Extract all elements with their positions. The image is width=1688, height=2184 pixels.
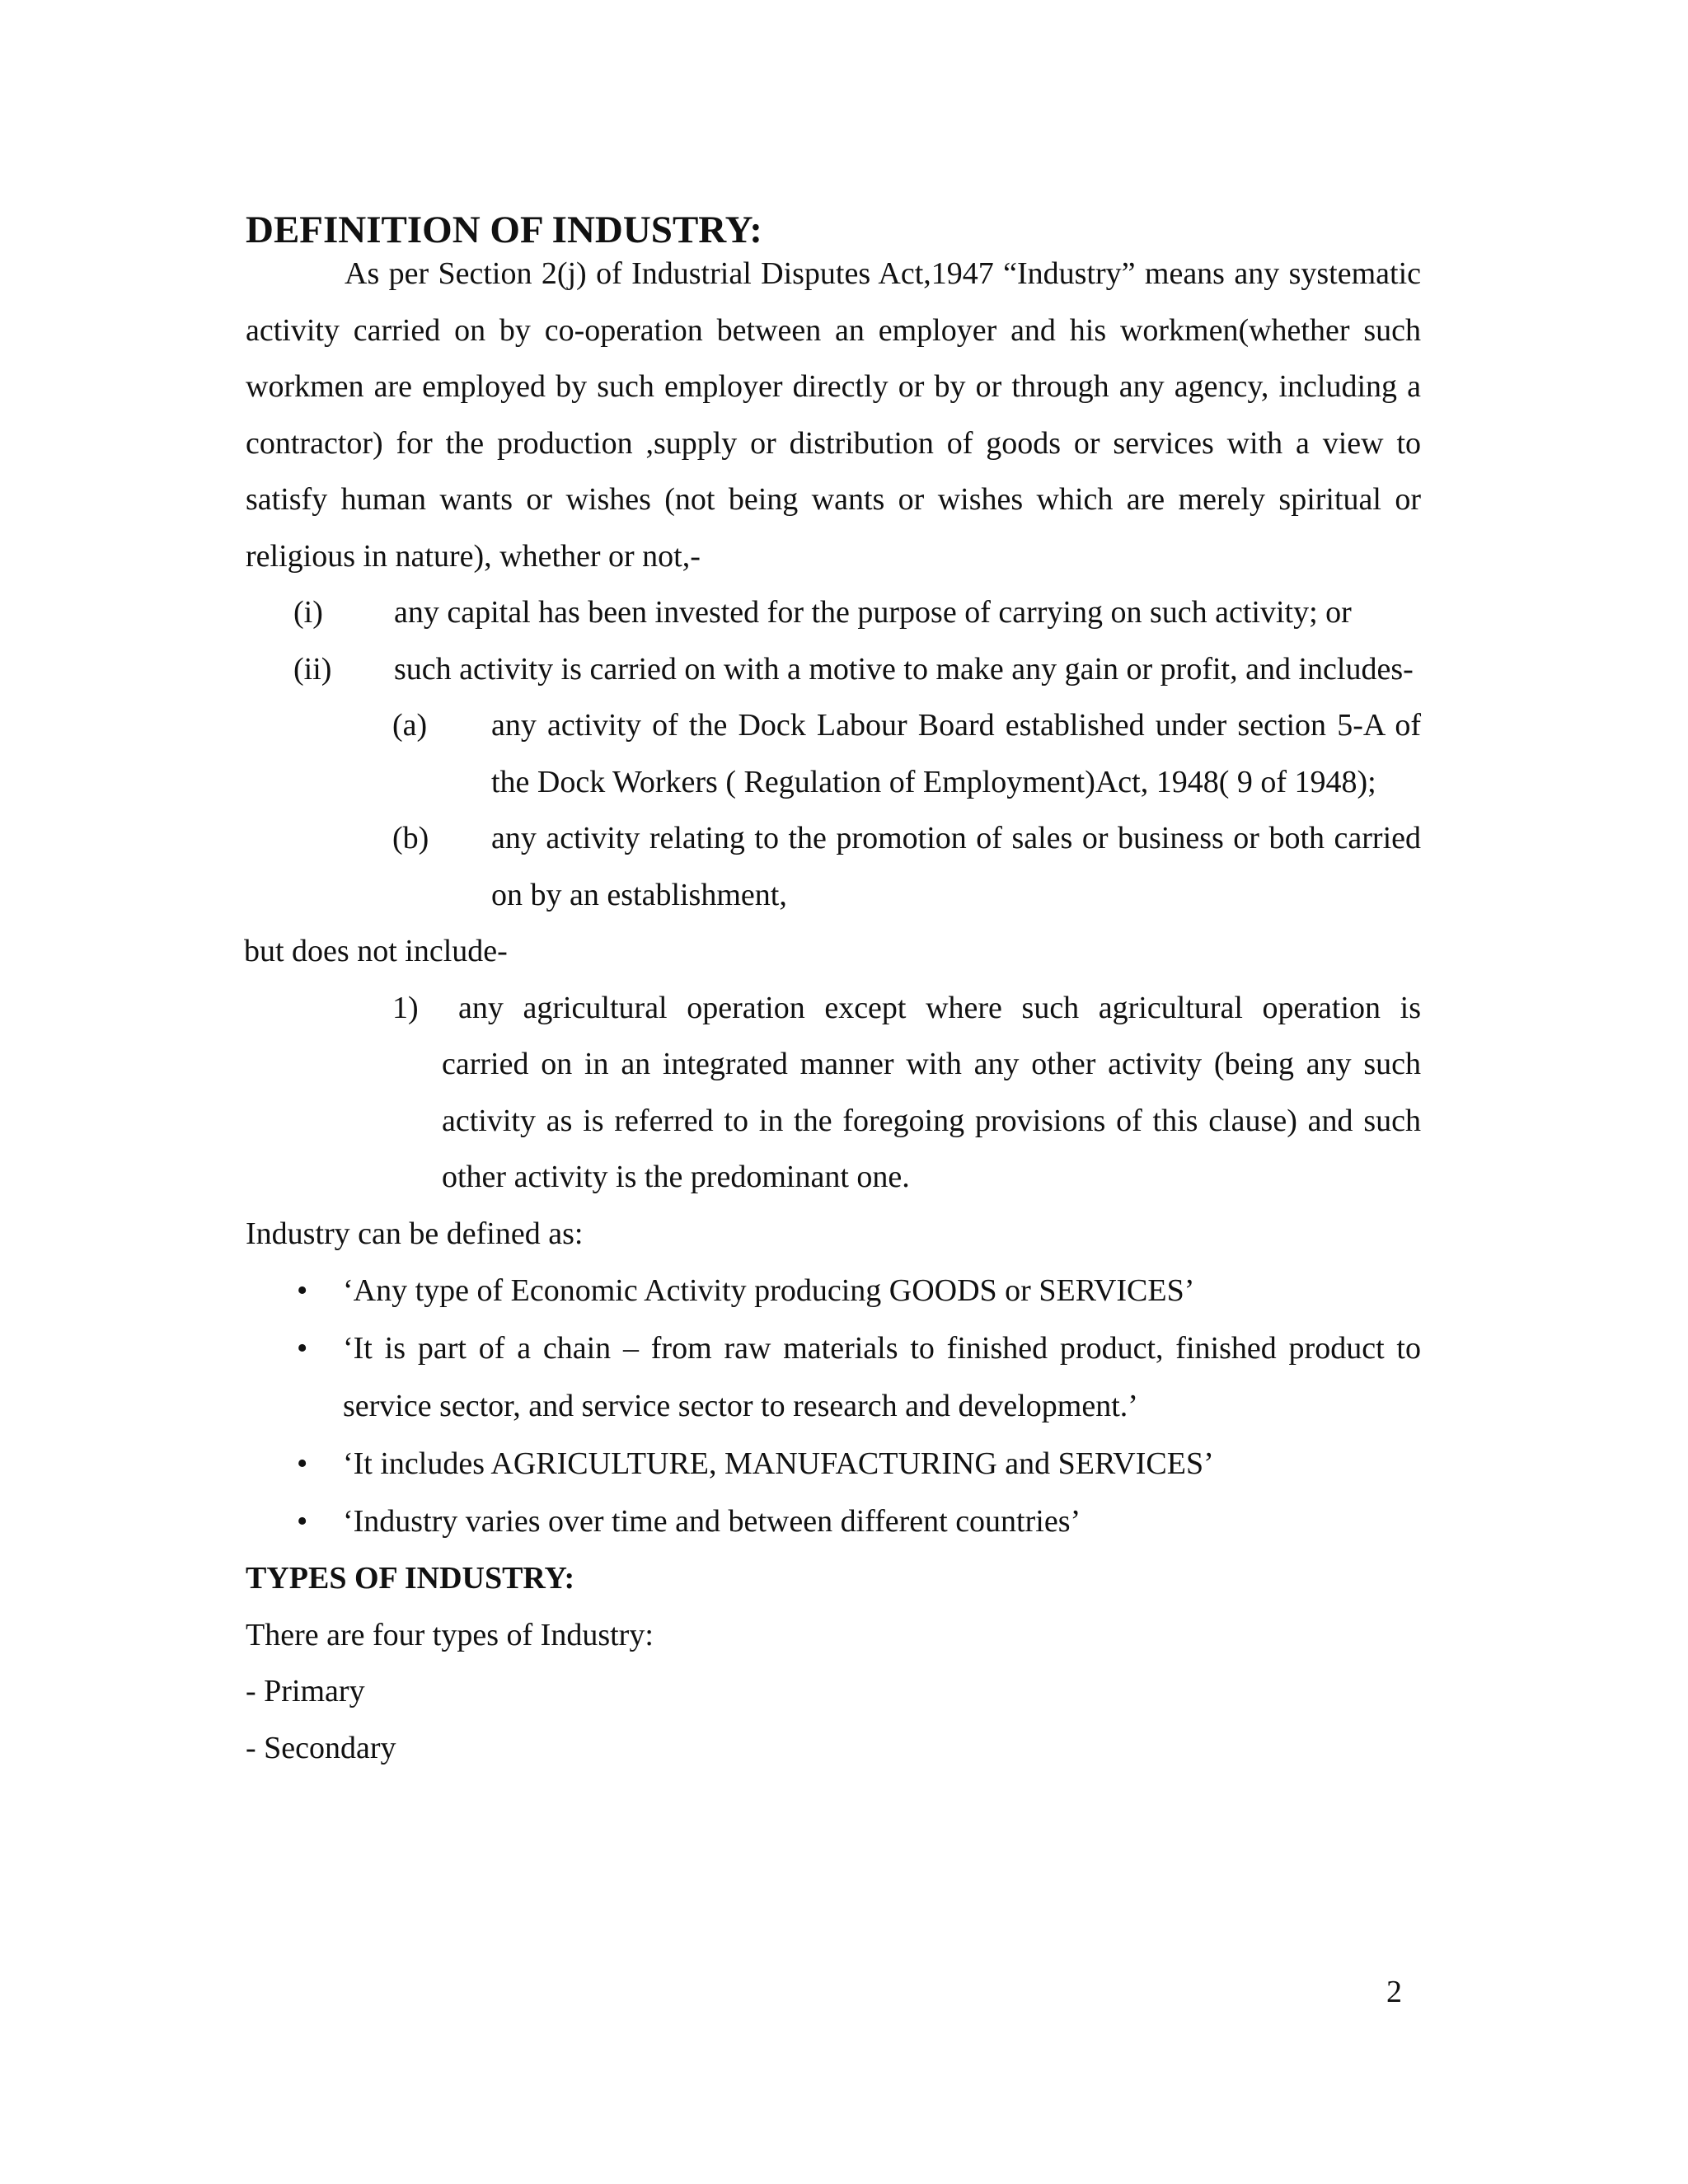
document-body	[246, 246, 1421, 1776]
includes-label: (b)	[392, 821, 429, 855]
includes-label: (a)	[392, 708, 428, 743]
condition-text: such activity is carried on with a motive to make any gain or profit, and includes-	[394, 651, 1414, 687]
exclusion-label: 1)	[392, 990, 419, 1025]
defined-as-intro: Industry can be defined as:	[246, 1216, 584, 1251]
exclusion-text	[442, 980, 1421, 1206]
bullet-item	[246, 1435, 1421, 1493]
includes-item-b	[246, 810, 1421, 923]
types-intro: There are four types of Industry:	[246, 1617, 654, 1652]
definition-intro-paragraph: As per Section 2(j) of Industrial Disputes Act,1947 “Industry” means any systematic activity carried on by co-operation between an employer and his workmen(whether such workmen are employed by such employer directly or by or through any agency, including a contractor) for the production ,supply or distribution of goods or services with a view to satisfy human wants or wishes (not being wants or wishes which are merely spiritual or religious in nature), whether or not,-	[246, 256, 1421, 574]
types-heading: TYPES OF INDUSTRY:	[246, 1561, 575, 1596]
bullet-item	[246, 1493, 1421, 1550]
bullet-text: ‘Any type of Economic Activity producing GOODS or SERVICES’	[343, 1273, 1195, 1308]
includes-text: any activity of the Dock Labour Board established under section 5-A of the Dock Workers ( Regulation of Employment)Act, 1948( 9 of 1948);	[491, 708, 1421, 799]
bullet-icon: •	[297, 1504, 308, 1539]
bullet-item	[246, 1262, 1421, 1319]
bullet-item	[246, 1319, 1421, 1435]
bullet-icon: •	[297, 1446, 308, 1481]
exclusion-intro: but does not include-	[244, 934, 508, 968]
bullet-text: ‘It includes AGRICULTURE, MANUFACTURING and SERVICES’	[343, 1446, 1214, 1481]
condition-item-i	[246, 584, 1421, 641]
type-item-secondary: - Secondary	[246, 1730, 396, 1765]
bullet-icon: •	[297, 1331, 308, 1366]
page-number: 2	[1386, 1975, 1402, 2009]
bullet-text: ‘Industry varies over time and between different countries’	[343, 1504, 1081, 1539]
definition-bullet-list	[246, 1262, 1421, 1550]
condition-text: any capital has been invested for the purpose of carrying on such activity; or	[394, 595, 1352, 630]
bullet-text: ‘It is part of a chain – from raw materials to finished product, finished product to service sector, and service sector to research and development.’	[343, 1331, 1421, 1423]
condition-label: (ii)	[293, 651, 332, 687]
includes-item-a	[246, 697, 1421, 810]
condition-item-ii	[246, 641, 1421, 698]
definition-heading: DEFINITION OF INDUSTRY:	[246, 209, 762, 251]
bullet-icon: •	[297, 1273, 308, 1308]
exclusion-text-content: any agricultural operation except where such agricultural operation is carried on in an integrated manner with any other activity (being any such activity as is referred to in the foregoing provisions of this clause) and such other activity is the predominant one.	[442, 990, 1421, 1194]
exclusion-item-1	[246, 980, 1421, 1206]
condition-label: (i)	[293, 595, 323, 630]
includes-text: any activity relating to the promotion of sales or business or both carried on by an establishment,	[491, 821, 1421, 912]
type-item-primary: - Primary	[246, 1674, 365, 1708]
